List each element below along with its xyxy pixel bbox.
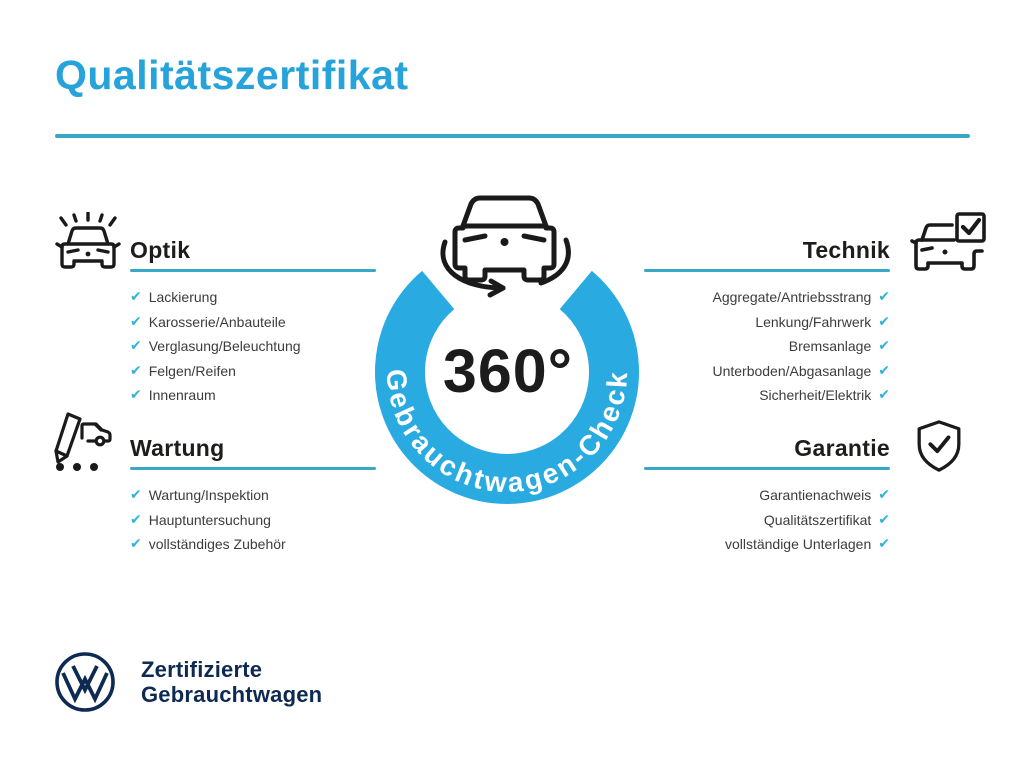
list-item xyxy=(644,508,890,533)
section-underline xyxy=(130,467,376,470)
list-item-label: Hauptuntersuchung xyxy=(148,511,271,528)
section-heading: Optik xyxy=(130,237,191,263)
section-heading: Technik xyxy=(802,237,890,263)
list-item xyxy=(644,483,890,508)
check-icon: ✔ xyxy=(130,535,142,552)
page-title: Qualitätszertifikat xyxy=(55,52,409,98)
section-underline xyxy=(130,269,376,272)
service-checklist-icon xyxy=(46,410,114,474)
section-optik xyxy=(130,238,376,408)
list-item-label: Felgen/Reifen xyxy=(148,362,236,379)
car-rotation-icon xyxy=(443,198,568,295)
list-item-label: Innenraum xyxy=(148,387,216,404)
list-item xyxy=(130,285,376,310)
check-icon: ✔ xyxy=(878,337,890,354)
footer-brand xyxy=(53,650,322,714)
check-icon: ✔ xyxy=(878,510,890,527)
list-item xyxy=(130,310,376,335)
section-technik xyxy=(644,238,890,408)
list-item xyxy=(130,334,376,359)
list-item xyxy=(644,359,890,384)
list-item-label: Unterboden/Abgasanlage xyxy=(712,362,872,379)
car-shine-icon xyxy=(55,212,121,274)
check-icon: ✔ xyxy=(130,510,142,527)
garantie-check-list xyxy=(644,483,890,557)
list-item xyxy=(644,310,890,335)
list-item xyxy=(130,532,376,557)
title-divider xyxy=(55,134,970,138)
360-check-badge xyxy=(347,192,669,517)
list-item-label: Qualitätszertifikat xyxy=(763,511,872,528)
optik-check-list xyxy=(130,285,376,408)
list-item xyxy=(644,383,890,408)
list-item xyxy=(130,359,376,384)
check-icon: ✔ xyxy=(130,486,142,503)
brand-line-1: Zertifizierte xyxy=(141,657,263,682)
list-item-label: vollständige Unterlagen xyxy=(724,536,872,553)
check-icon: ✔ xyxy=(878,312,890,329)
list-item xyxy=(130,483,376,508)
check-icon: ✔ xyxy=(878,486,890,503)
list-item-label: Verglasung/Beleuchtung xyxy=(148,338,301,355)
list-item xyxy=(130,383,376,408)
list-item-label: Sicherheit/Elektrik xyxy=(759,387,872,404)
list-item-label: Wartung/Inspektion xyxy=(148,487,269,504)
car-checkbox-icon xyxy=(910,210,988,282)
shield-check-icon xyxy=(914,418,964,474)
vw-logo-icon xyxy=(53,650,117,714)
check-icon: ✔ xyxy=(130,386,142,403)
list-item xyxy=(644,334,890,359)
check-icon: ✔ xyxy=(878,288,890,305)
check-icon: ✔ xyxy=(130,288,142,305)
list-item-label: Lackierung xyxy=(148,289,218,306)
section-underline xyxy=(644,467,890,470)
list-item xyxy=(644,532,890,557)
wartung-check-list xyxy=(130,483,376,557)
section-garantie xyxy=(644,436,890,557)
check-icon: ✔ xyxy=(878,386,890,403)
list-item-label: Karosserie/Anbauteile xyxy=(148,313,286,330)
degrees-label: 360° xyxy=(442,337,574,405)
brand-text xyxy=(141,657,322,707)
check-icon: ✔ xyxy=(130,361,142,378)
check-icon: ✔ xyxy=(878,535,890,552)
list-item-label: Garantienachweis xyxy=(759,487,872,504)
check-icon: ✔ xyxy=(130,312,142,329)
section-wartung xyxy=(130,436,376,557)
section-heading: Wartung xyxy=(130,435,225,461)
list-item xyxy=(130,508,376,533)
list-item-label: Aggregate/Antriebsstrang xyxy=(712,289,872,306)
check-icon: ✔ xyxy=(878,361,890,378)
technik-check-list xyxy=(644,285,890,408)
section-underline xyxy=(644,269,890,272)
ring-label: Gebrauchtwagen-Check xyxy=(380,367,634,499)
list-item-label: Bremsanlage xyxy=(788,338,872,355)
list-item xyxy=(644,285,890,310)
check-icon: ✔ xyxy=(130,337,142,354)
brand-line-2: Gebrauchtwagen xyxy=(141,682,323,707)
list-item-label: Lenkung/Fahrwerk xyxy=(755,313,872,330)
section-heading: Garantie xyxy=(794,435,890,461)
list-item-label: vollständiges Zubehör xyxy=(148,536,286,553)
